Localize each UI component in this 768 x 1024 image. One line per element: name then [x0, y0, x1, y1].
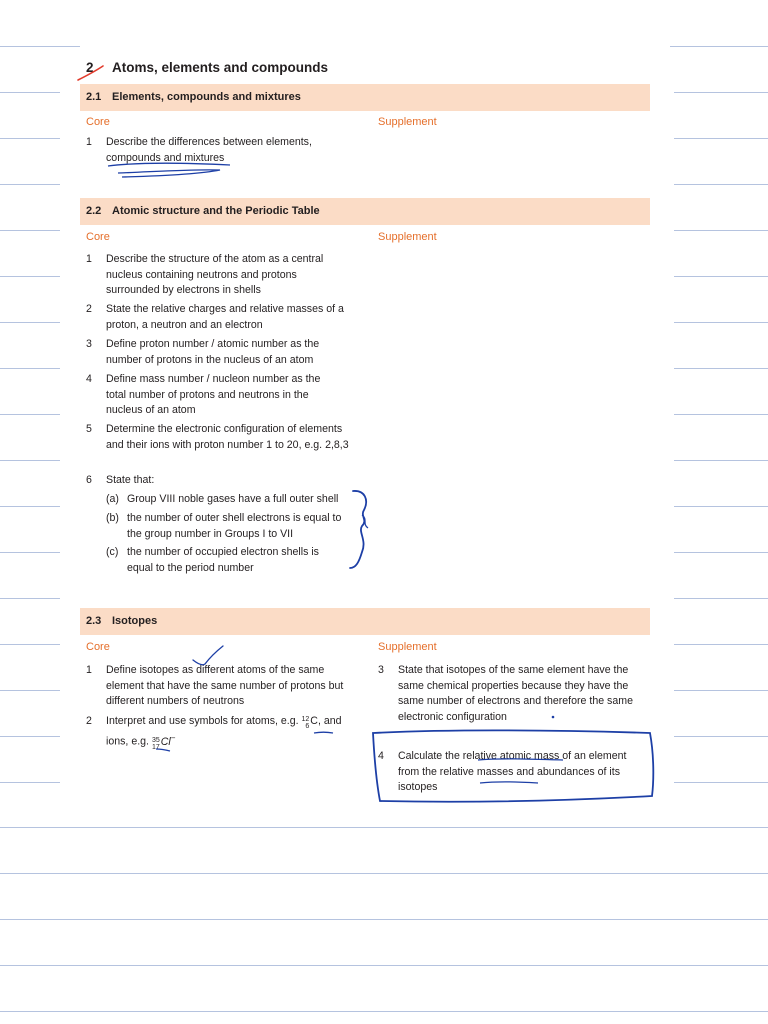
section-header-2-2	[80, 198, 650, 225]
ruled-line	[674, 506, 768, 507]
supplement-heading: Supplement	[378, 116, 437, 128]
ruled-line	[674, 138, 768, 139]
ruled-line	[674, 782, 768, 783]
supplement-heading: Supplement	[378, 231, 437, 243]
ruled-line	[0, 414, 60, 415]
ruled-line	[674, 276, 768, 277]
section-number: 2.3	[86, 615, 102, 627]
isotope-symbol-carbon: 12 6 C	[301, 715, 318, 730]
chapter-title-text: Atoms, elements and compounds	[112, 60, 329, 75]
syllabus-page: 2 Atoms, elements and compounds 2.1 Elements, compounds and mixtures Core Supplement 1 Describe the differences between elements, compounds and mixtures 2.2 Atomic structure and the Periodic Table Core Supplement 1 Describe the structure of the atom as a central nucleus containing neutrons and protons surrounded by electrons in shells 2 State the relative charges and relative masses of a proton, a neutron and an electron 3 Define proton number / atomic number as the number of protons in the nucleus of an atom 4 Define mass number / nucleon number as the total number of protons and neutrons in the nucleus of an atom 5 Determine the electronic configuration of elements and their ions with proton number 1 to 20, e.g. 2,8,3 6 State that: (a) Group VIII noble gases have a full outer shell (b) the number of outer shell electrons is equal to the group number in Groups I to VII (c) the number of occupied electron shells is equal to the period number 2.3 Isotopes Core Supplement 1 Define isotopes as different atoms of the same element that have the same number of protons but different numbers of neutrons 2 Interpret and use symbols for atoms, e.g. 12 6 C, and ions, e.g. 35 17 Cl− 3 State that isotopes of the same element have the same chemical properties because they have the same number of electrons and therefore the same electronic configuration 4 Calculate the relative atomic mass of an element from the relative masses and abundances of its isotopes	[80, 46, 670, 822]
ruled-line	[674, 368, 768, 369]
section-title: Elements, compounds and mixtures	[112, 91, 301, 103]
ruled-line	[0, 138, 60, 139]
section-number: 2.1	[86, 91, 102, 103]
section-number: 2.2	[86, 205, 102, 217]
ruled-line	[0, 736, 60, 737]
ruled-line	[0, 552, 60, 553]
section-header-2-3	[80, 608, 650, 635]
ruled-line	[0, 322, 60, 323]
isotope-symbol-chlorine: 35 17 Cl−	[151, 733, 176, 751]
chapter-number: 2	[86, 60, 94, 75]
core-heading: Core	[86, 116, 110, 128]
ruled-line	[674, 460, 768, 461]
ruled-line	[0, 827, 768, 828]
ruled-line	[0, 460, 60, 461]
ruled-line	[0, 368, 60, 369]
ruled-line	[674, 598, 768, 599]
ruled-line	[674, 322, 768, 323]
ruled-line	[674, 414, 768, 415]
ruled-line	[0, 506, 60, 507]
ruled-line	[674, 92, 768, 93]
section-header-2-1	[80, 84, 650, 111]
ruled-line	[0, 1011, 768, 1012]
ruled-line	[0, 644, 60, 645]
ruled-line	[0, 276, 60, 277]
ruled-line	[0, 230, 60, 231]
ruled-line	[674, 736, 768, 737]
supplement-heading: Supplement	[378, 641, 437, 653]
ruled-line	[0, 919, 768, 920]
ruled-line	[674, 184, 768, 185]
ruled-line	[674, 552, 768, 553]
core-heading: Core	[86, 231, 110, 243]
ruled-line	[0, 782, 60, 783]
ruled-line	[674, 644, 768, 645]
chapter-title	[86, 60, 328, 75]
section-title: Isotopes	[112, 615, 158, 627]
ruled-line	[0, 690, 60, 691]
ruled-line	[0, 598, 60, 599]
section-title: Atomic structure and the Periodic Table	[112, 205, 320, 217]
ruled-line	[0, 184, 60, 185]
ruled-line	[0, 965, 768, 966]
core-heading: Core	[86, 641, 110, 653]
ruled-line	[0, 92, 60, 93]
ruled-line	[674, 230, 768, 231]
ruled-line	[0, 873, 768, 874]
ruled-line	[674, 690, 768, 691]
